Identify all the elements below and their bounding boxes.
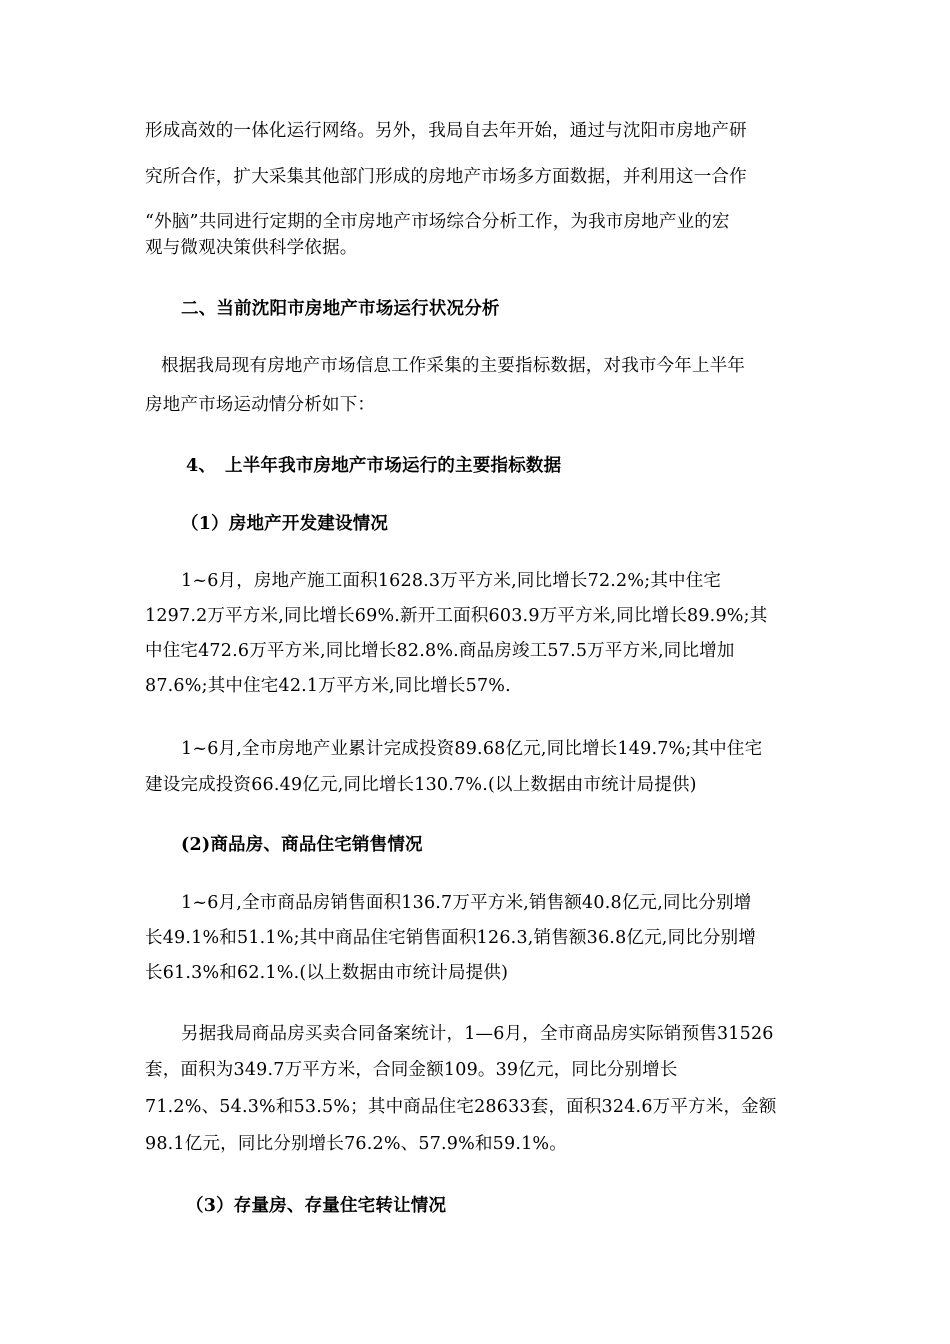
item1-para1-line-3: 中住宅472.6万平方米,同比增长82.8%.商品房竣工57.5万平方米,同比增加 (145, 641, 735, 661)
item2-para1-line-1: 1~6月,全市商品房销售面积136.7万平方米,销售额40.8亿元,同比分别增 (181, 893, 752, 913)
item2-para2-line-4: 98.1亿元，同比分别增长76.2%、57.9%和59.1%。 (145, 1134, 567, 1154)
item2-para1-line-2: 长49.1%和51.1%;其中商品住宅销售面积126.3,销售额36.8亿元,同比分别增 (145, 928, 757, 948)
item3-heading: （3）存量房、存量住宅转让情况 (186, 1196, 447, 1216)
item1-para1-line-1: 1~6月，房地产施工面积1628.3万平方米,同比增长72.2%;其中住宅 (181, 571, 722, 591)
intro-line-3: “外脑”共同进行定期的全市房地产市场综合分析工作，为我市房地产业的宏 (145, 212, 730, 232)
item2-para2-line-1: 另据我局商品房买卖合同备案统计，1—6月，全市商品房实际销预售31526 (181, 1024, 774, 1044)
section-two-intro-line-1: 根据我局现有房地产市场信息工作采集的主要指标数据，对我市今年上半年 (161, 356, 746, 376)
item1-para1-line-2: 1297.2万平方米,同比增长69%.新开工面积603.9万平方米,同比增长89.9%;其 (145, 606, 768, 626)
item1-para1-line-4: 87.6%;其中住宅42.1万平方米,同比增长57%. (145, 676, 511, 696)
item2-para1-line-3: 长61.3%和62.1%.(以上数据由市统计局提供) (145, 963, 509, 983)
item1-para2-line-1: 1~6月,全市房地产业累计完成投资89.68亿元,同比增长149.7%;其中住宅 (181, 739, 763, 759)
subsection-heading: 4、 上半年我市房地产市场运行的主要指标数据 (186, 456, 562, 476)
item1-para2-line-2: 建设完成投资66.49亿元,同比增长130.7%.(以上数据由市统计局提供) (145, 775, 697, 795)
intro-line-4: 观与微观决策供科学依据。 (145, 238, 358, 258)
item2-para2-line-2: 套，面积为349.7万平方米，合同金额109。39亿元，同比分别增长 (145, 1060, 678, 1080)
intro-line-1: 形成高效的一体化运行网络。另外，我局自去年开始，通过与沈阳市房地产研 (145, 121, 747, 141)
item1-heading: （1）房地产开发建设情况 (181, 514, 389, 534)
intro-line-2: 究所合作，扩大采集其他部门形成的房地产市场多方面数据，并利用这一合作 (145, 167, 747, 187)
item2-heading: (2)商品房、商品住宅销售情况 (181, 835, 423, 855)
section-two-heading: 二、当前沈阳市房地产市场运行状况分析 (181, 299, 500, 319)
section-two-intro-line-2: 房地产市场运动情分析如下： (145, 395, 376, 415)
item2-para2-line-3: 71.2%、54.3%和53.5%；其中商品住宅28633套，面积324.6万平方米，金额 (145, 1097, 777, 1117)
